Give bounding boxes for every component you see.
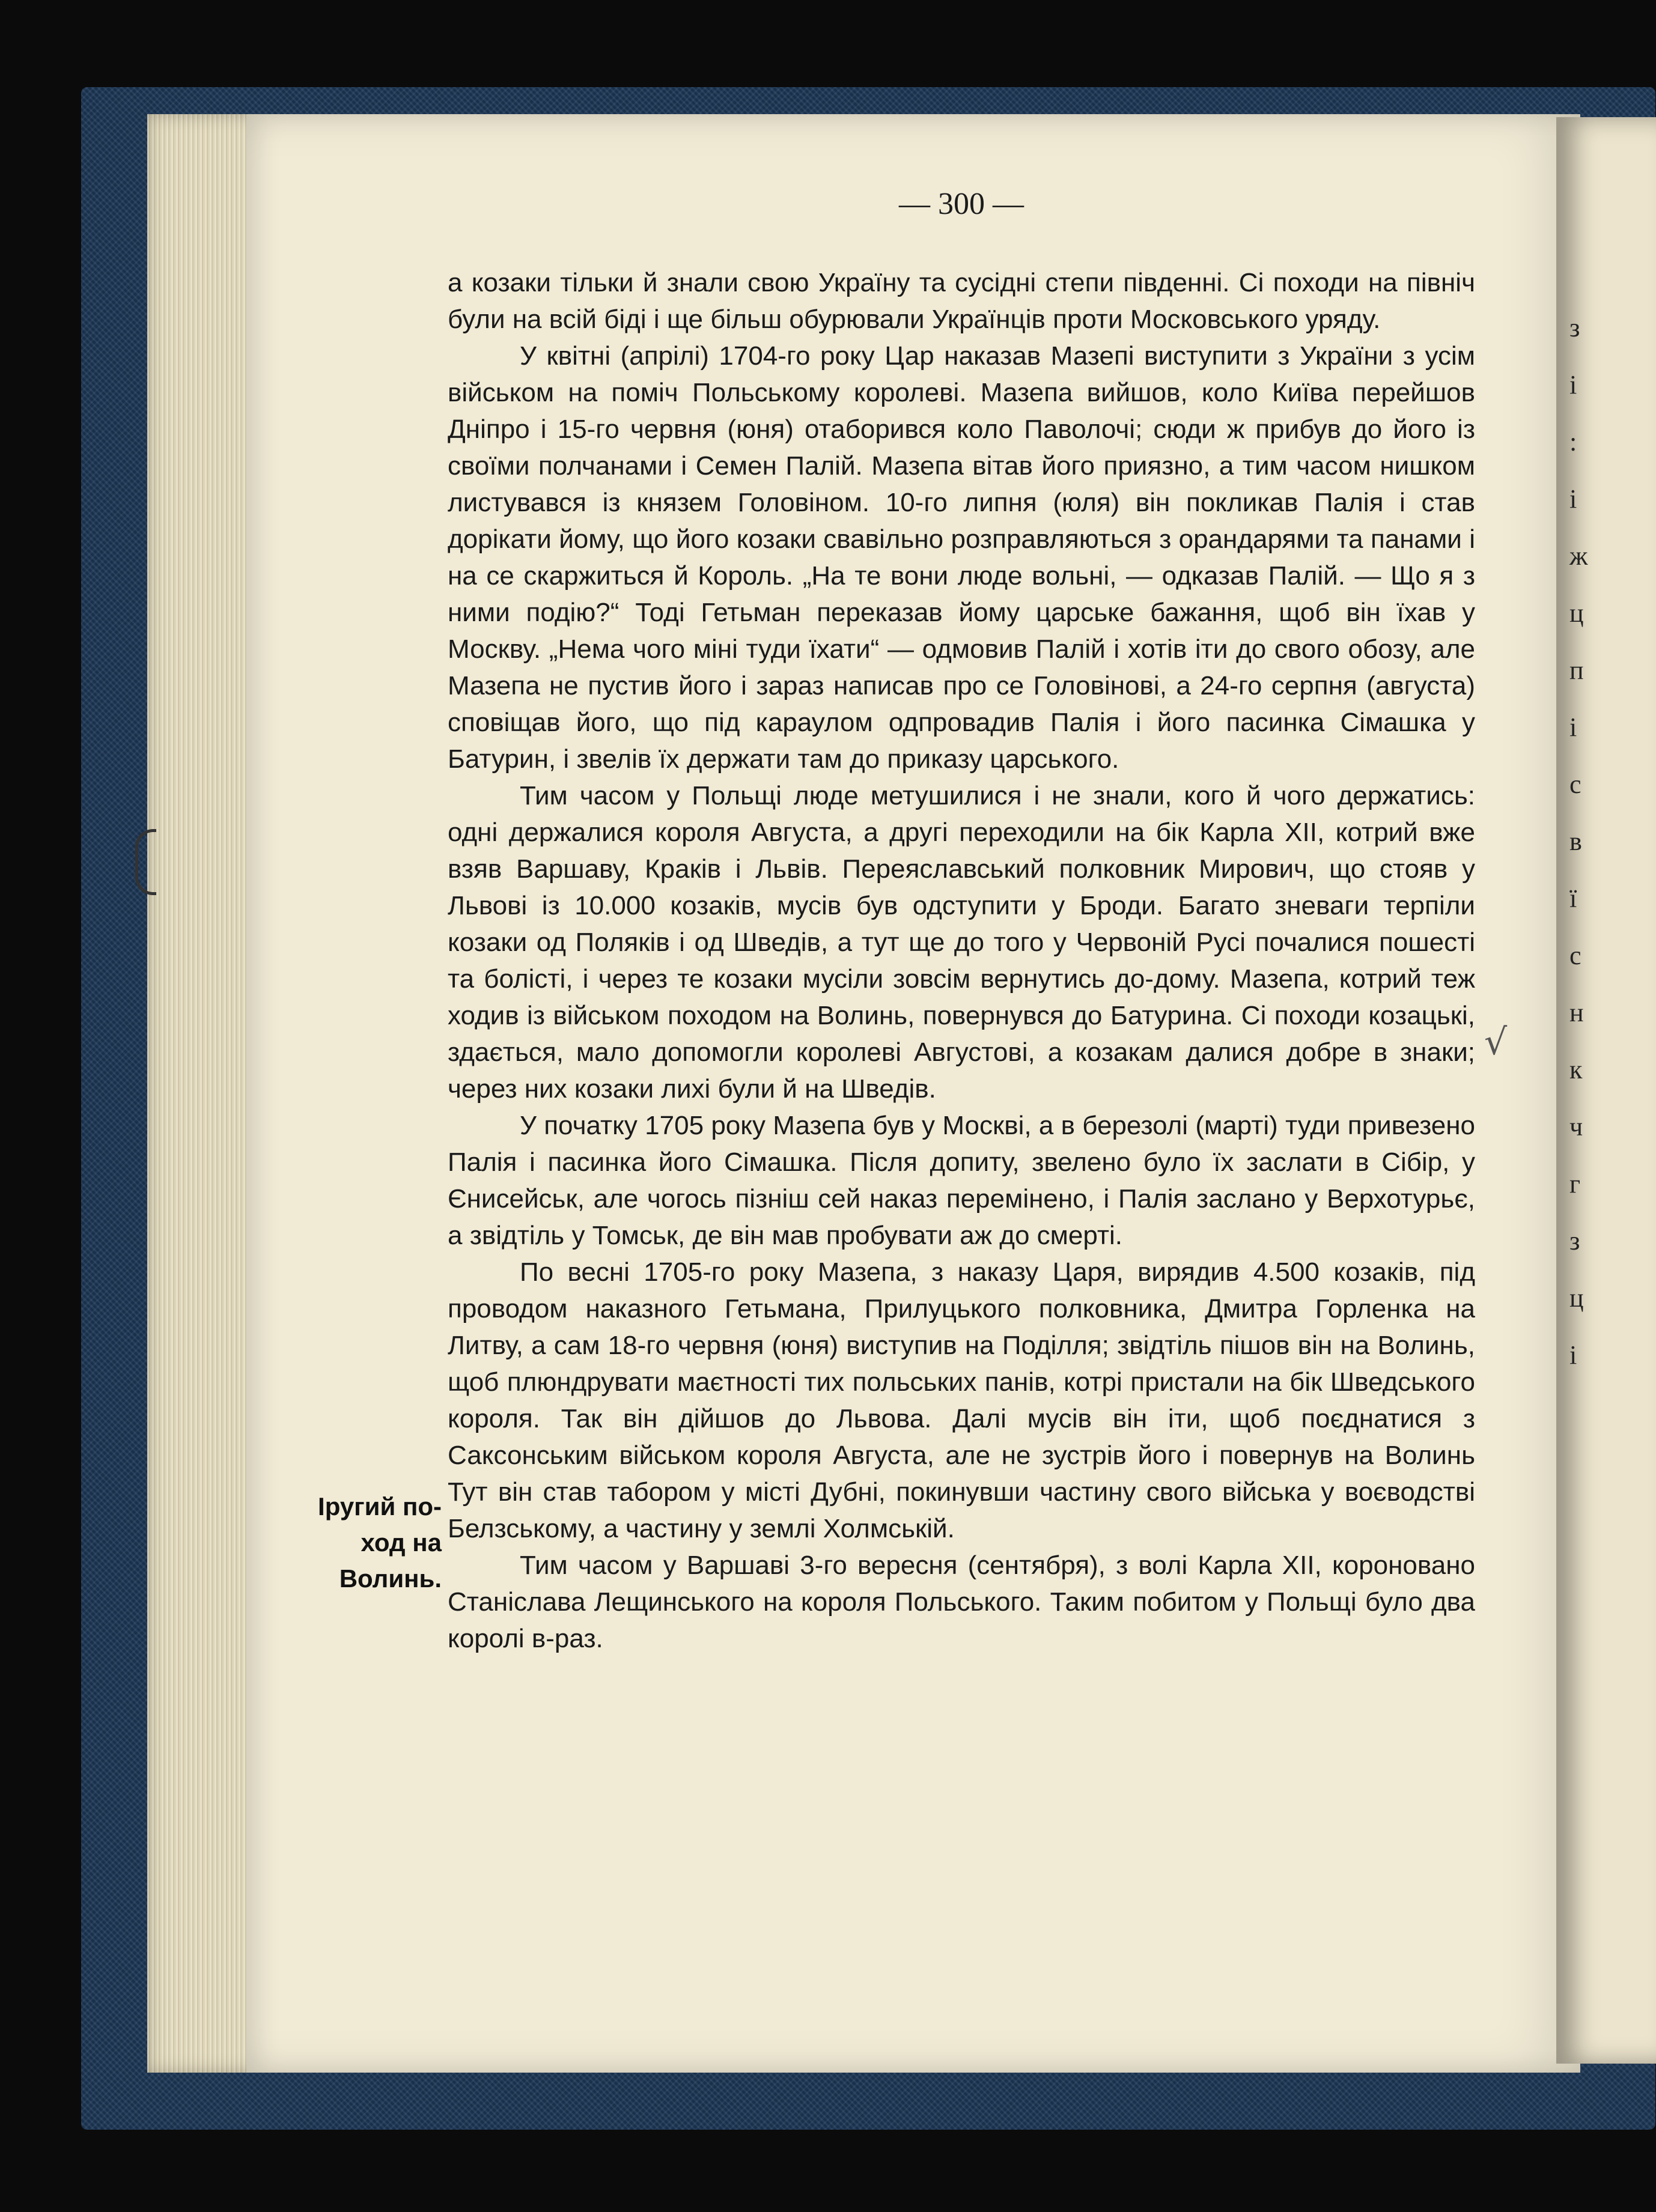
next-page-fragment: ж	[1569, 541, 1588, 571]
paragraph: У квітні (апрілі) 1704-го року Цар наказав Мазепі виступити з України з усім військом на поміч Польському королеві. Мазепа вийшов, коло Київа перейшов Дніпро і 15-го червня (юня) отаборився коло Паволочі; сюди ж прибув до його із своїми полчанами і Семен Палій. Мазепа вітав його приязно, а тим часом нишком листувався із князем Головіном. 10-го липня (юля) він покликав Палія і став дорікати йому, що його козаки свавільно розправляються з орандарями та панами і на се скаржиться й Король. „На те вони люде вольні, — одказав Палій. — Що я з ними подію?“ Тоді Гетьман переказав йому царське бажання, щоб він їхав у Москву. „Нема чого міні туди їхати“ — одмовив Палій і хотів іти до свого обозу, але Мазепа не пустив його і зараз написав про се Головінові, а 24-го серпня (августа) сповіщав його, що під караулом одпровадив Палія і його пасинка Сімашка у Батурин, і звелів їх держати там до приказу царського.	[448, 341, 1475, 774]
next-page-fragment: с	[1569, 770, 1581, 799]
next-page-fragment: ч	[1569, 1112, 1583, 1141]
margin-note	[303, 1489, 442, 1597]
body-text	[448, 264, 1475, 1657]
next-page-fragment: і	[1569, 484, 1577, 514]
paragraph: Тим часом у Польщі люде метушилися і не знали, кого й чого держатись: одні держалися короля Августа, а другі переходили на бік Карла XII, котрий вже взяв Варшаву, Краків і Львів. Переяславський полковник Мирович, що стояв у Львові із 10.000 козаків, мусів був одступити у Броди. Багато зневаги терпіли козаки од Поляків і од Шведів, а тут ще до того у Червоній Русі почалися пошесті та болісті, і через те козаки мусіли зовсім вернутись до-дому. Мазепа, котрий теж ходив із військом походом на Волинь, повернувся до Батурина. Сі походи козацькі, здається, мало допомогли королеві Августові, а козакам далися добре в знаки; через них козаки лихі були й на Шведів.	[448, 781, 1475, 1104]
next-page-fragment: с	[1569, 941, 1581, 970]
next-page-fragment: ц	[1569, 1283, 1584, 1313]
margin-note-line: Іругий по-	[318, 1492, 442, 1521]
next-page-fragment: і	[1569, 370, 1577, 400]
next-page-fragment: ї	[1569, 884, 1577, 913]
next-page-fragments	[1569, 312, 1630, 1397]
next-page-fragment: к	[1569, 1055, 1583, 1084]
paragraph: Тим часом у Варшаві 3-го вересня (сентября), з волі Карла XII, короновано Станіслава Лещинського на короля Польського. Таким побитом у Польщі було два королі в-раз.	[448, 1551, 1475, 1653]
paragraph: а козаки тільки й знали свою Україну та сусідні степи південні. Сі походи на північ були на всій біді і ще більш обурювали Українців проти Московського уряду.	[448, 268, 1475, 334]
next-page-fragment: з	[1569, 1226, 1580, 1256]
page-number: — 300 —	[899, 187, 1024, 221]
margin-note-line: Волинь.	[339, 1564, 442, 1593]
next-page-fragment: і	[1569, 1340, 1577, 1370]
next-page-fragment: з	[1569, 313, 1580, 342]
pencil-check-mark: √	[1484, 1021, 1508, 1063]
bookmark-tab	[135, 829, 156, 895]
next-page-fragment: г	[1569, 1169, 1581, 1199]
next-page-fragment: :	[1569, 427, 1577, 457]
next-page-fragment: н	[1569, 998, 1584, 1027]
next-page-fragment: в	[1569, 827, 1582, 856]
next-page-fragment: і	[1569, 713, 1577, 742]
next-page-fragment: ц	[1569, 598, 1584, 628]
next-page-fragment: п	[1569, 655, 1584, 685]
margin-note-line: ход на	[361, 1528, 442, 1557]
paragraph: У початку 1705 року Мазепа був у Москві, а в березолі (марті) туди привезено Палія і пасинка його Сімашка. Після допиту, звелено було їх заслати в Сібір, у Єнисейськ, але чогось пізніш сей наказ перемінено, і Палія заслано у Верхотурьє, а звідтіль у Томськ, де він мав пробувати аж до смерті.	[448, 1111, 1475, 1250]
paragraph: По весні 1705-го року Мазепа, з наказу Царя, вирядив 4.500 козаків, під проводом наказного Гетьмана, Прилуцького полковника, Дмитра Горленка на Литву, а сам 18-го червня (юня) виступив на Поділля; звідтіль пішов він на Волинь, щоб плюндрувати маєтності тих польських панів, котрі пристали на бік Шведського короля. Так він дійшов до Львова. Далі мусів він іти, щоб поєднатися з Саксонським військом короля Августа, але не зустрів його і повернув на Волинь Тут він став табором у місті Дубні, покинувши частину свого війська у воєводстві Белзському, а частину у землі Холмській.	[448, 1257, 1475, 1543]
